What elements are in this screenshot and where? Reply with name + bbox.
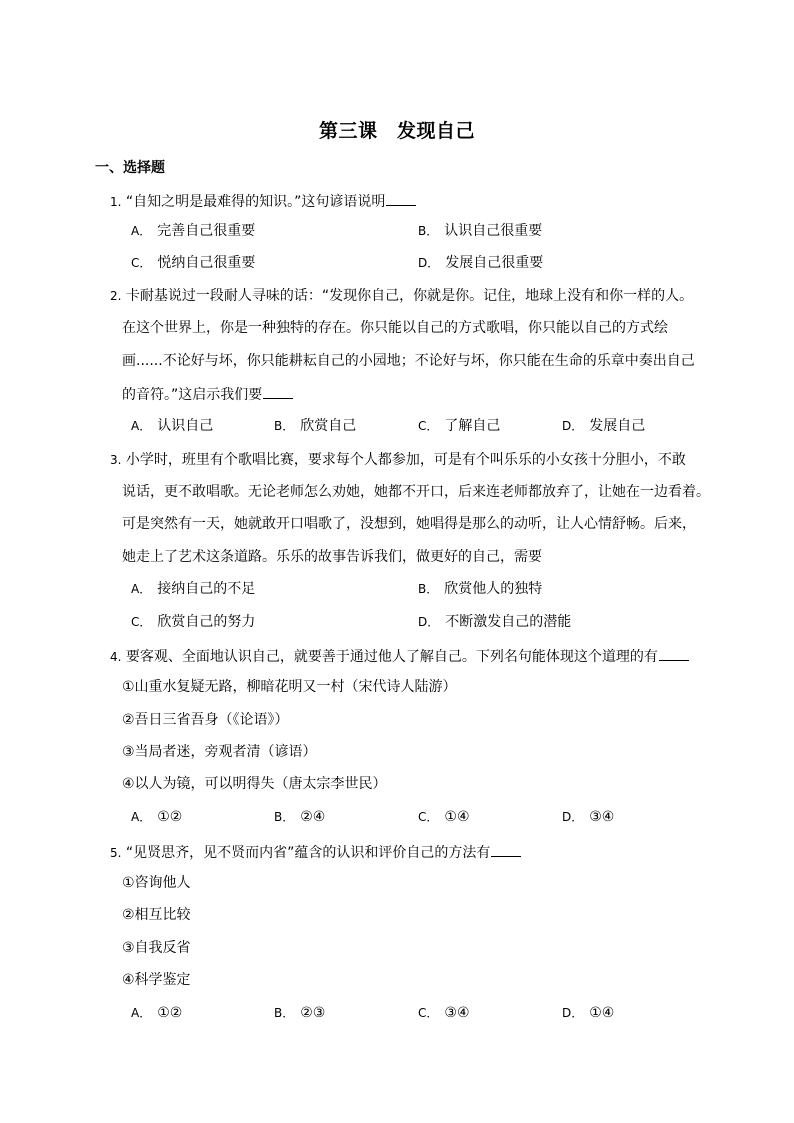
- question-3-line-4: 她走上了艺术这条道路。乐乐的故事告诉我们，做更好的自己，需要: [122, 549, 542, 565]
- option-c: C． ①④: [418, 809, 470, 825]
- option-b: B． ②④: [274, 809, 326, 825]
- question-5-item-3: ③自我反省: [122, 940, 191, 956]
- option-a: A． 完善自己很重要: [131, 223, 256, 239]
- question-2-line-4: 的音符。”这启示我们要: [122, 386, 293, 402]
- question-4-stem: 4. 要客观、全面地认识自己，就要善于通过他人了解自己。下列名句能体现这个道理的有: [110, 648, 689, 664]
- answer-blank: [659, 648, 689, 661]
- option-c: C． 欣赏自己的努力: [131, 614, 256, 630]
- option-a: A． ①②: [131, 809, 183, 825]
- question-number: 4.: [110, 650, 122, 664]
- option-c: C． ③④: [418, 1005, 470, 1021]
- option-d: D． ③④: [562, 809, 615, 825]
- question-number: 1.: [110, 195, 122, 209]
- question-5-item-4: ④科学鉴定: [122, 972, 191, 988]
- question-2-line-3: 画......不论好与坏，你只能耕耘自己的小园地；不论好与坏，你只能在生命的乐章中奏出自己: [122, 353, 695, 369]
- option-a: A． 接纳自己的不足: [131, 581, 256, 597]
- option-b: B． 欣赏他人的独特: [418, 581, 543, 597]
- section-heading: 一、选择题: [95, 160, 165, 176]
- option-a: A． ①②: [131, 1005, 183, 1021]
- answer-blank: [491, 844, 521, 857]
- question-number: 3.: [110, 453, 122, 467]
- answer-blank: [386, 193, 416, 206]
- question-4-item-4: ④以人为镜，可以明得失（唐太宗李世民）: [122, 776, 387, 792]
- option-d: D． ①④: [562, 1005, 615, 1021]
- question-1-stem: [110, 193, 416, 209]
- question-5-item-2: ②相互比较: [122, 907, 191, 923]
- option-d: D． 发展自己: [562, 418, 646, 434]
- question-4-item-3: ③当局者迷，旁观者清（谚语）: [122, 744, 317, 760]
- question-3-line-3: 可是突然有一天，她就敢开口唱歌了，没想到，她唱得是那么的动听，让人心情舒畅。后来，: [122, 516, 696, 532]
- option-a: A． 认识自己: [131, 418, 214, 434]
- question-2-line-1: 2. 卡耐基说过一段耐人寻味的话：“发现你自己，你就是你。记住，地球上没有和你一样的人。: [110, 288, 694, 304]
- option-d: D． 不断激发自己的潜能: [418, 614, 572, 630]
- question-3-line-1: 3. 小学时，班里有个歌唱比赛，要求每个人都参加，可是有个叫乐乐的小女孩十分胆小，不敢: [110, 452, 686, 468]
- question-text: “自知之明是最难得的知识。”这句谚语说明: [125, 194, 386, 210]
- document-title: 第三课 发现自己: [318, 120, 475, 142]
- option-c: C． 悦纳自己很重要: [131, 255, 256, 271]
- option-b: B． 认识自己很重要: [418, 223, 543, 239]
- question-number: 2.: [110, 289, 122, 303]
- question-5-stem: 5. “见贤思齐，见不贤而内省”蕴含的认识和评价自己的方法有: [110, 844, 521, 860]
- question-4-item-1: ①山重水复疑无路，柳暗花明又一村（宋代诗人陆游）: [122, 679, 457, 695]
- option-b: B． ②③: [274, 1005, 326, 1021]
- answer-blank: [263, 386, 293, 399]
- option-c: C． 了解自己: [418, 418, 501, 434]
- question-4-item-2: ②吾日三省吾身（《论语》）: [122, 712, 289, 728]
- question-5-item-1: ①咨询他人: [122, 875, 191, 891]
- question-2-line-2: 在这个世界上，你是一种独特的存在。你只能以自己的方式歌唱，你只能以自己的方式绘: [122, 320, 668, 336]
- option-b: B． 欣赏自己: [274, 418, 357, 434]
- question-number: 5.: [110, 846, 122, 860]
- option-d: D． 发展自己很重要: [418, 255, 544, 271]
- question-3-line-2: 说话，更不敢唱歌。无论老师怎么劝她，她都不开口，后来连老师都放弃了，让她在一边看着。: [122, 484, 710, 500]
